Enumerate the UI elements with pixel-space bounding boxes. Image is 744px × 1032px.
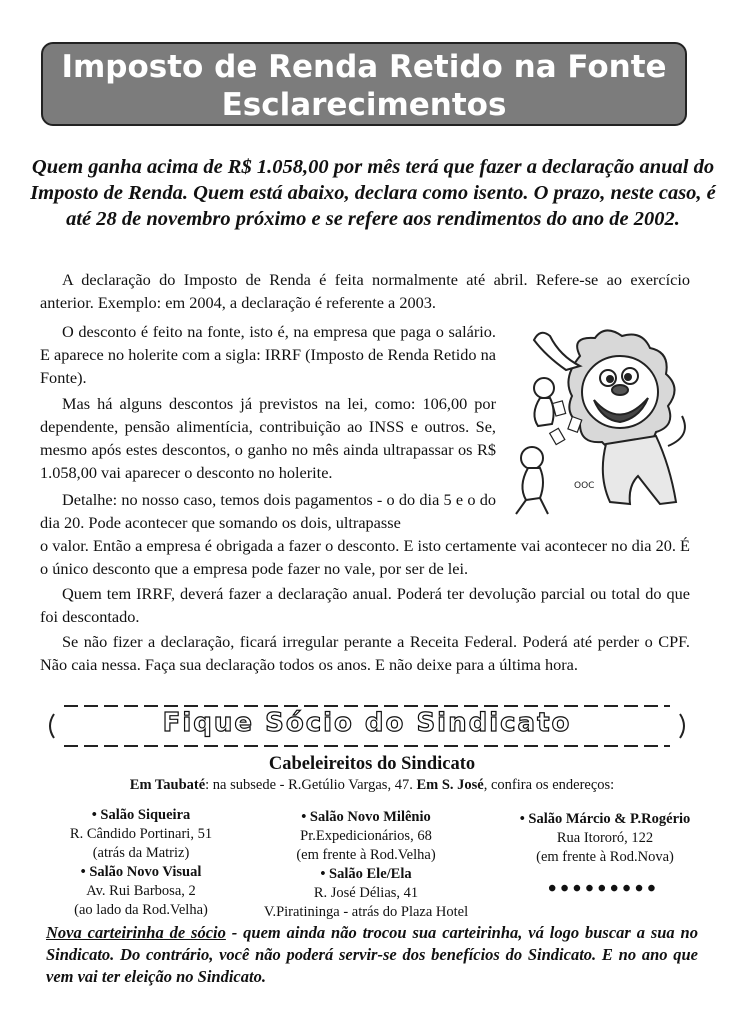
salon-address: Av. Rui Barbosa, 2 <box>86 883 196 899</box>
paragraph-1 <box>40 268 690 314</box>
salon-address: R. José Délias, 41 <box>313 885 419 901</box>
salon-address-note: (atrás da Matriz) <box>92 845 190 861</box>
title-line-1: Imposto de Renda Retido na Fonte <box>61 49 667 85</box>
paragraph-3-text: Mas há alguns descontos já previstos na lei, como: 106,00 por dependente, pensão alimentícia, contribuição ao INSS e outros. Se, mesmo após estes descontos, o ganho no mês ainda ultrapassar os R$ 1.058,00 vai aparecer o desconto no holerite. <box>40 394 496 482</box>
salon-column-2 <box>248 808 484 922</box>
sao-jose-note: , confira os endereços: <box>483 777 615 793</box>
title-box <box>41 42 687 126</box>
salon-name: • Salão Márcio & P.Rogério <box>519 811 691 827</box>
salon-name: • Salão Novo Visual <box>80 864 202 880</box>
paragraph-6-text: Se não fizer a declaração, ficará irregular perante a Receita Federal. Poderá até perder o CPF. Não caia nessa. Faça sua declaração todos os anos. E não deixe para a última hora. <box>40 632 690 674</box>
salon-address-note: (ao lado da Rod.Velha) <box>74 902 208 918</box>
paragraph-4 <box>40 488 496 534</box>
salon-address-note: V.Piratininga - atrás do Plaza Hotel <box>263 904 469 920</box>
lead-paragraph: Quem ganha acima de R$ 1.058,00 por mês terá que fazer a declaração anual do Imposto de Renda. Quem está abaixo, declara como isento. O prazo, neste caso, é até 28 de novembro próximo e se refere aos rendimentos do ano de 2002. <box>30 156 716 230</box>
paragraph-5 <box>40 582 690 628</box>
salons-subtitle <box>0 777 744 794</box>
title-line-2: Esclarecimentos <box>221 87 507 123</box>
paragraph-4-continued-text: o valor. Então a empresa é obrigada a fazer o desconto. E isto certamente vai acontecer no dia 20. É o único desconto que a empresa pode fazer no vale, por ser de lei. <box>40 536 690 578</box>
salon-name: • Salão Siqueira <box>91 807 191 823</box>
city-sao-jose: Em S. José <box>416 777 484 793</box>
salon-column-1 <box>46 806 236 920</box>
footer-underlined-heading: Nova carteirinha de sócio <box>46 923 226 942</box>
join-union-banner: Fique Sócio do Sindicato <box>162 708 572 738</box>
salon-address: Pr.Expedicionários, 68 <box>300 828 432 844</box>
paragraph-2-text: O desconto é feito na fonte, isto é, na empresa que paga o salário. E aparece no holerite com a sigla: IRRF (Imposto de Renda Retido na Fonte). <box>40 322 496 387</box>
cartoon-signature: OOC <box>574 481 595 491</box>
paragraph-1-text: A declaração do Imposto de Renda é feita normalmente até abril. Refere-se ao exercício anterior. Exemplo: em 2004, a declaração é referente a 2003. <box>40 270 690 312</box>
salon-column-3 <box>494 810 716 867</box>
salons-title: Cabeleireitos do Sindicato <box>268 754 476 774</box>
lion-cartoon-illustration <box>510 326 690 522</box>
salon-address-note: (em frente à Rod.Velha) <box>296 847 436 863</box>
paragraph-4-text: Detalhe: no nosso caso, temos dois pagamentos - o do dia 5 e o do dia 20. Pode acontecer que somando os dois, ultrapasse <box>40 490 496 532</box>
footer-notice <box>46 922 698 988</box>
salon-address-note: (em frente à Rod.Nova) <box>536 849 674 865</box>
salon-address: R. Cândido Portinari, 51 <box>69 826 213 842</box>
paragraph-6 <box>40 630 690 676</box>
salon-address: Rua Itororó, 122 <box>556 830 654 846</box>
footer-text: - quem ainda não trocou sua carteirinha, vá logo buscar a sua no Sindicato. Do contrário, você não poderá servir-se dos benefícios do Sindicato. E no ano que vem vai ter eleição no Sindicato. <box>46 923 698 986</box>
paragraph-2 <box>40 320 496 389</box>
paragraph-3 <box>40 392 496 484</box>
city-taubate: Em Taubaté <box>129 777 206 793</box>
salon-name: • Salão Novo Milênio <box>301 809 431 825</box>
paragraph-4-continued <box>40 534 690 580</box>
paragraph-5-text: Quem tem IRRF, deverá fazer a declaração anual. Poderá ter devolução parcial ou total do que foi descontado. <box>40 584 690 626</box>
taubate-address: : na subsede - R.Getúlio Vargas, 47. <box>205 777 417 793</box>
salon-name: • Salão Ele/Ela <box>320 866 412 882</box>
dots-separator: ••••••••• <box>548 876 660 902</box>
